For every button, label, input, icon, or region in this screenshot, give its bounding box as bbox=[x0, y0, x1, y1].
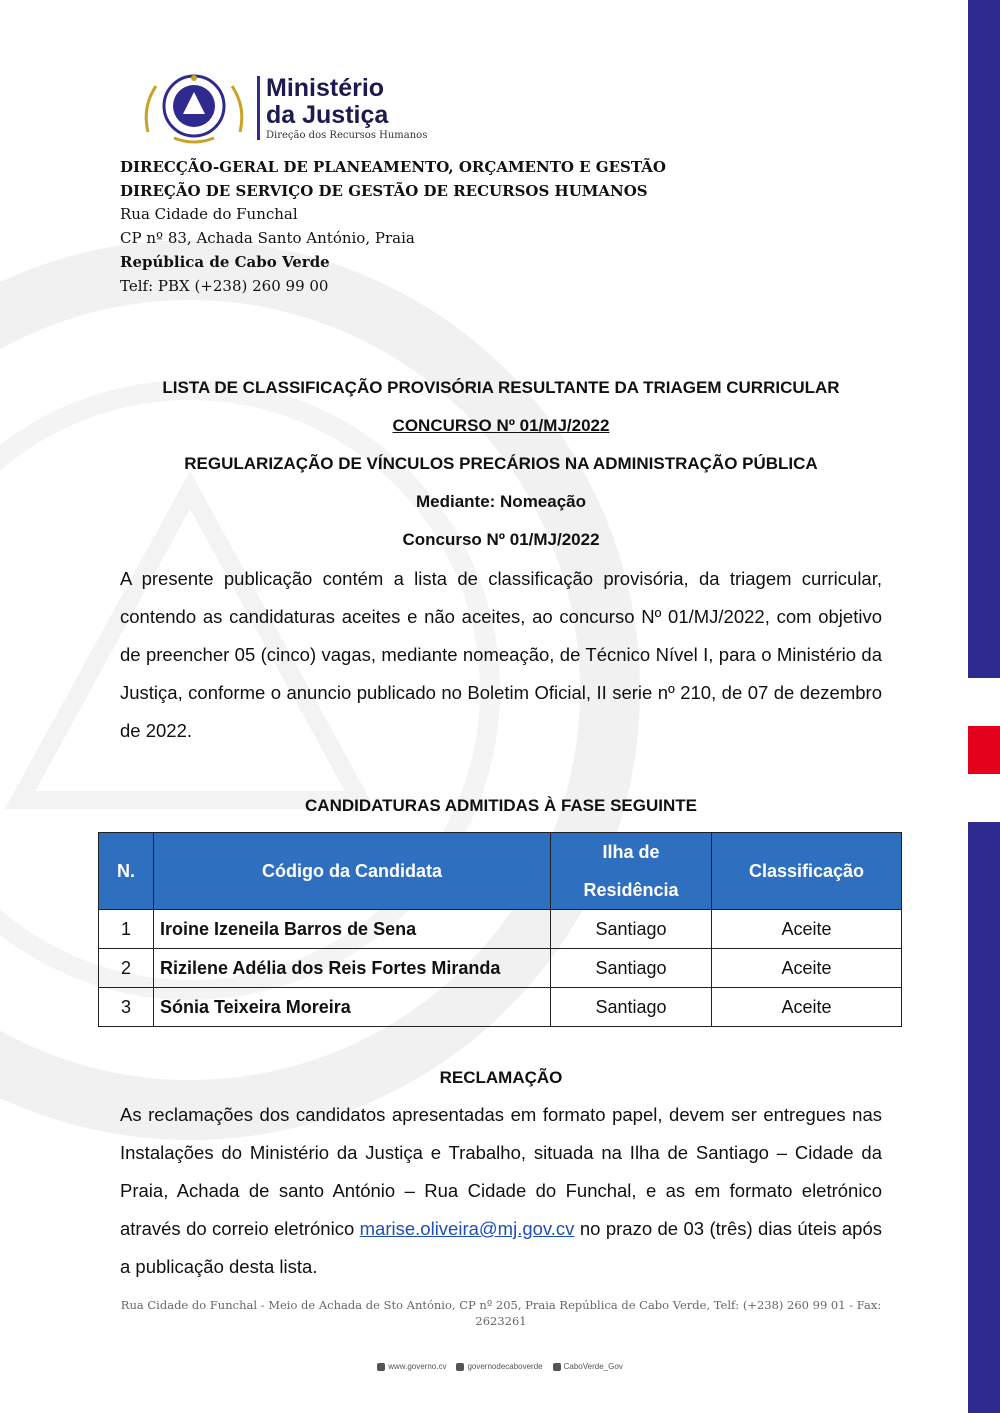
facebook-icon bbox=[456, 1363, 464, 1371]
row-ilha: Santiago bbox=[551, 988, 712, 1027]
footer-facebook[interactable] bbox=[456, 1362, 542, 1371]
table-heading: CANDIDATURAS ADMITIDAS À FASE SEGUINTE bbox=[305, 796, 697, 815]
table-row bbox=[99, 910, 902, 949]
reclamacao-paragraph bbox=[120, 1096, 882, 1286]
title-lista: LISTA DE CLASSIFICAÇÃO PROVISÓRIA RESULTANTE DA TRIAGEM CURRICULAR bbox=[162, 378, 840, 397]
coat-of-arms-icon bbox=[138, 72, 250, 146]
header-line-4: CP nº 83, Achada Santo António, Praia bbox=[120, 229, 415, 248]
logo-ministerio: Ministério bbox=[266, 74, 385, 102]
logo-divider bbox=[257, 76, 260, 140]
row-num: 1 bbox=[99, 910, 154, 949]
reclamacao-text-before: As reclamações dos candidatos apresentadas em formato papel, devem ser entregues nas Instalações do Ministério da Justiça e Trabalho, situada na Ilha de Santiago – Cidade da Praia, Achada de santo António – Rua Cidade do Funchal, e as em formato eletrónico através do correio eletrónico bbox=[120, 1104, 882, 1239]
row-name: Rizilene Adélia dos Reis Fortes Miranda bbox=[154, 949, 551, 988]
header-line-5: República de Cabo Verde bbox=[120, 252, 330, 271]
footer-web[interactable] bbox=[377, 1362, 446, 1371]
ministry-logo bbox=[138, 72, 438, 150]
footer-socials bbox=[360, 1362, 640, 1371]
title-concurso-underlined: CONCURSO Nº 01/MJ/2022 bbox=[392, 416, 610, 435]
footer-facebook-label: governodecaboverde bbox=[467, 1362, 543, 1371]
candidates-table bbox=[98, 832, 902, 1027]
row-num: 2 bbox=[99, 949, 154, 988]
row-classificacao: Aceite bbox=[712, 988, 902, 1027]
row-classificacao: Aceite bbox=[712, 910, 902, 949]
globe-icon bbox=[377, 1363, 385, 1371]
row-name: Sónia Teixeira Moreira bbox=[154, 988, 551, 1027]
reclamacao-heading: RECLAMAÇÃO bbox=[439, 1068, 563, 1087]
twitter-icon bbox=[553, 1363, 561, 1371]
row-name: Iroine Izeneila Barros de Sena bbox=[154, 910, 551, 949]
row-num: 3 bbox=[99, 988, 154, 1027]
side-bar-top bbox=[968, 0, 1000, 678]
email-link[interactable]: marise.oliveira@mj.gov.cv bbox=[359, 1218, 575, 1239]
col-header-num: N. bbox=[99, 833, 154, 910]
footer-twitter[interactable] bbox=[553, 1362, 623, 1371]
footer-address: Rua Cidade do Funchal - Meio de Achada de Sto António, CP nº 205, Praia República de Cabo Verde, Telf: (+238) 260 99 01 - Fax: 2623261 bbox=[120, 1298, 882, 1328]
footer-twitter-label: CaboVerde_Gov bbox=[563, 1362, 623, 1371]
header-line-6: Telf: PBX (+238) 260 99 00 bbox=[120, 276, 329, 295]
logo-da-justica: da Justiça bbox=[266, 101, 389, 129]
intro-paragraph: A presente publicação contém a lista de classificação provisória, da triagem curricular, contendo as candidaturas aceites e não aceites, ao concurso Nº 01/MJ/2022, com objetivo de preencher 05 (cinco) vagas, mediante nomeação, de Técnico Nível I, para o Ministério da Justiça, conforme o anuncio publicado no Boletim Oficial, II serie nº 210, de 07 de dezembro de 2022. bbox=[120, 568, 882, 741]
title-mediante: Mediante: Nomeação bbox=[415, 492, 587, 511]
side-bar-red bbox=[968, 726, 1000, 774]
footer-web-label: www.governo.cv bbox=[388, 1362, 447, 1371]
reclamacao-text-after: no prazo de 03 (três) dias úteis após a publicação desta lista. bbox=[120, 1218, 882, 1277]
row-ilha: Santiago bbox=[551, 910, 712, 949]
logo-subtitle: Direção dos Recursos Humanos bbox=[266, 130, 428, 141]
header-address bbox=[120, 156, 666, 298]
col-header-codigo: Código da Candidata bbox=[154, 833, 551, 910]
header-line-3: Rua Cidade do Funchal bbox=[120, 205, 298, 224]
header-line-1: DIRECÇÃO-GERAL DE PLANEAMENTO, ORÇAMENTO E GESTÃO bbox=[120, 158, 666, 176]
col-header-classificacao: Classificação bbox=[712, 833, 902, 910]
table-row bbox=[99, 949, 902, 988]
title-concurso: Concurso Nº 01/MJ/2022 bbox=[402, 530, 600, 549]
header-line-2: DIREÇÃO DE SERVIÇO DE GESTÃO DE RECURSOS HUMANOS bbox=[120, 181, 648, 200]
side-bar-bottom bbox=[968, 822, 1000, 1413]
row-ilha: Santiago bbox=[551, 949, 712, 988]
row-classificacao: Aceite bbox=[712, 949, 902, 988]
col-header-ilha: Ilha de Residência bbox=[551, 833, 712, 910]
title-regularizacao: REGULARIZAÇÃO DE VÍNCULOS PRECÁRIOS NA ADMINISTRAÇÃO PÚBLICA bbox=[184, 454, 818, 473]
table-row bbox=[99, 988, 902, 1027]
